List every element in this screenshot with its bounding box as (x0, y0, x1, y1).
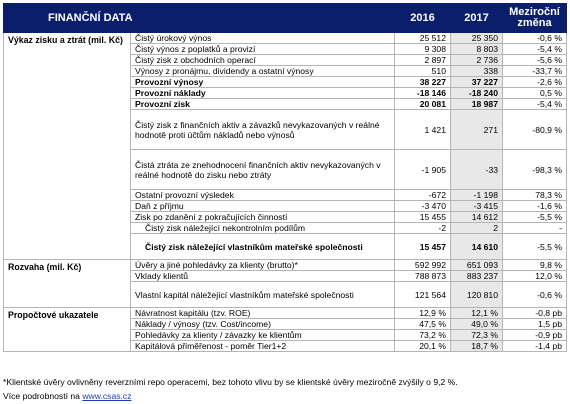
value-2017: 14 612 (451, 212, 503, 223)
value-2016: 47,5 % (395, 319, 451, 330)
value-2017: 72,3 % (451, 330, 503, 341)
change-header (503, 4, 567, 33)
value-2017: 18 987 (451, 99, 503, 110)
row-label: Náklady / výnosy (tzv. Cost/income) (131, 319, 395, 330)
row-label: Čistý úrokový výnos (131, 33, 395, 44)
value-2017: -18 240 (451, 88, 503, 99)
value-change: 0,5 % (503, 88, 567, 99)
value-2016: 12,9 % (395, 308, 451, 319)
row-label: Pohledávky za klienty / závazky ke klientům (131, 330, 395, 341)
value-change: 12,0 % (503, 271, 567, 282)
value-change: -1,6 % (503, 201, 567, 212)
value-2017: -1 198 (451, 190, 503, 201)
value-2017: 12,1 % (451, 308, 503, 319)
row-label: Čistý zisk náležející nekontrolním podílům (131, 223, 395, 234)
more-info-prefix: Více podrobností na (3, 391, 83, 401)
value-2016: -672 (395, 190, 451, 201)
value-2017: 25 350 (451, 33, 503, 44)
table-title: FINANČNÍ DATA (4, 4, 395, 33)
value-2016: 20,1 % (395, 341, 451, 352)
row-label: Úvěry a jiné pohledávky za klienty (brutto)* (131, 260, 395, 271)
value-2017: 2 736 (451, 55, 503, 66)
value-2016: -3 470 (395, 201, 451, 212)
row-label: Čistý výnos z poplatků a provizí (131, 44, 395, 55)
value-change: -0,9 pb (503, 330, 567, 341)
col-2017-header: 2017 (451, 4, 503, 33)
value-2016: -18 146 (395, 88, 451, 99)
value-2017: 8 803 (451, 44, 503, 55)
value-change: -1,4 pb (503, 341, 567, 352)
change-header-line1: Meziroční (509, 6, 560, 18)
table-row (4, 33, 567, 44)
value-2017: -3 415 (451, 201, 503, 212)
value-2016: 20 081 (395, 99, 451, 110)
value-change: 9,8 % (503, 260, 567, 271)
value-2016: 510 (395, 66, 451, 77)
financial-data-table (3, 3, 567, 352)
row-label: Provozní výnosy (131, 77, 395, 88)
value-2017: -33 (451, 150, 503, 190)
value-2017: 883 237 (451, 271, 503, 282)
footnote: *Klientské úvěry ovlivněny reverzními repo operacemi, bez tohoto vlivu by se klientské úvěry meziročně zvýšily o 9,2 %. (3, 377, 458, 387)
value-change: -2,6 % (503, 77, 567, 88)
row-label: Daň z příjmu (131, 201, 395, 212)
value-2016: 2 897 (395, 55, 451, 66)
value-change: -33,7 % (503, 66, 567, 77)
row-label: Vlastní kapitál náležející vlastníkům mateřské společnosti (131, 282, 395, 308)
value-change: -5,6 % (503, 55, 567, 66)
value-2017: 37 227 (451, 77, 503, 88)
table-header (4, 4, 567, 33)
table-row (4, 308, 567, 319)
row-label: Návratnost kapitálu (tzv. ROE) (131, 308, 395, 319)
value-2016: 1 421 (395, 110, 451, 150)
row-label: Čistá ztráta ze znehodnocení finančních aktiv nevykazovaných v reálné hodnotě do zisku nebo ztráty (131, 150, 395, 190)
value-2016: 9 308 (395, 44, 451, 55)
value-2016: 15 455 (395, 212, 451, 223)
row-label: Vklady klientů (131, 271, 395, 282)
change-header-line2: změna (517, 17, 552, 29)
value-change: -98,3 % (503, 150, 567, 190)
value-2016: 73,2 % (395, 330, 451, 341)
value-2016: -1 905 (395, 150, 451, 190)
more-info-line (3, 391, 132, 401)
value-2017: 338 (451, 66, 503, 77)
value-2017: 18,7 % (451, 341, 503, 352)
row-label: Výnosy z pronájmu, dividendy a ostatní výnosy (131, 66, 395, 77)
value-2016: 788 873 (395, 271, 451, 282)
value-2016: 121 564 (395, 282, 451, 308)
section-label-balance: Rozvaha (mil. Kč) (4, 260, 131, 308)
value-2016: 25 512 (395, 33, 451, 44)
value-2016: 15 457 (395, 234, 451, 260)
value-change: -0,8 pb (503, 308, 567, 319)
value-2017: 271 (451, 110, 503, 150)
value-change: -5,5 % (503, 212, 567, 223)
value-change: 78,3 % (503, 190, 567, 201)
value-change: -5,4 % (503, 99, 567, 110)
row-label: Provozní náklady (131, 88, 395, 99)
value-change: 1,5 pb (503, 319, 567, 330)
value-2017: 120 810 (451, 282, 503, 308)
section-label-pnl: Výkaz zisku a ztrát (mil. Kč) (4, 33, 131, 260)
value-2017: 2 (451, 223, 503, 234)
row-label: Ostatní provozní výsledek (131, 190, 395, 201)
value-change: -80,9 % (503, 110, 567, 150)
row-label: Kapitálová přiměřenost - poměr Tier1+2 (131, 341, 395, 352)
table-row (4, 260, 567, 271)
col-2016-header: 2016 (395, 4, 451, 33)
value-change: -0,6 % (503, 282, 567, 308)
value-change: - (503, 223, 567, 234)
row-label: Čistý zisk náležející vlastníkům mateřské společnosti (131, 234, 395, 260)
value-2017: 651 093 (451, 260, 503, 271)
row-label: Provozní zisk (131, 99, 395, 110)
value-change: -0,6 % (503, 33, 567, 44)
value-change: -5,5 % (503, 234, 567, 260)
value-2017: 49,0 % (451, 319, 503, 330)
row-label: Zisk po zdanění z pokračujících činností (131, 212, 395, 223)
row-label: Čistý zisk z obchodních operací (131, 55, 395, 66)
value-2016: -2 (395, 223, 451, 234)
website-link[interactable]: www.csas.cz (82, 391, 132, 401)
value-2017: 14 610 (451, 234, 503, 260)
value-2016: 38 227 (395, 77, 451, 88)
value-change: -5,4 % (503, 44, 567, 55)
row-label: Čistý zisk z finančních aktiv a závazků nevykazovaných v reálné hodnotě proti účtům nákladů nebo výnosů (131, 110, 395, 150)
section-label-ratios: Propočtové ukazatele (4, 308, 131, 352)
value-2016: 592 992 (395, 260, 451, 271)
